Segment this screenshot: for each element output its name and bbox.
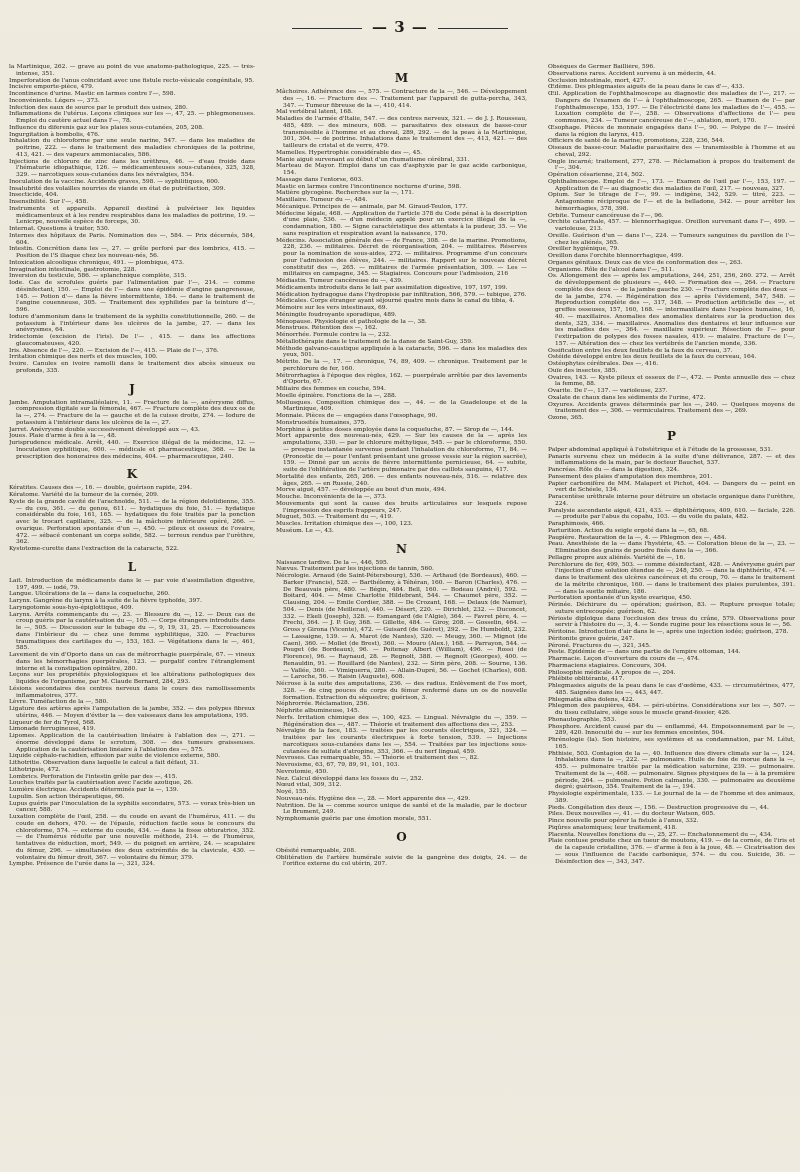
index-entry: Philosophie médicale. A propos de —, 204. [548, 669, 676, 676]
index-entry: Ligature des artères après l'amputation de la jambe, 352. — des polypes fibreux utérins, 446. — Moyen d'éviter la — des vaisseaux dans les amputations, 195. [9, 706, 255, 719]
index-entry: Phlegmatia alba dolens, 422. [548, 696, 635, 703]
index-entry: Pieds. Congélation des deux —, 156. — Destruction progressive du —, 44. [548, 804, 769, 811]
index-entry: Pellagre propre aux aliénés. Variété de —, 16. [548, 554, 686, 561]
index-entry: Liqueur de fer du Tyrol, 568. [9, 719, 96, 726]
index-entry: Oiseaux de basse-cour. Maladie parasitaire des — transmissible à l'homme et au cheval, 292. [548, 145, 795, 158]
index-entry: Muscles. Irritation chimique des —, 100, 123. [276, 521, 413, 527]
index-entry: Physiologie expérimentale, 133. — Le journal de la — de l'homme et des animaux, 389. [548, 791, 795, 804]
index-entry: Mémoire sur les vers intestinaux, 69. [276, 305, 388, 311]
index-entry: Oreiller hygiénique, 79. [548, 246, 620, 253]
index-entry: Piles. Deux nouvelles —, 41. — du docteur Watson, 605. [548, 811, 715, 818]
index-entry: Insensibilité. Sur l'—, 458. [9, 199, 89, 205]
index-entry: Mamelles. Hypertrophie considérable des —, 45. [276, 149, 423, 156]
index-entry: Périoste diploïque dans l'occlusion des trous du crâne, 579. Observations pour servir à l'histoire du —, 3, 4. — Sonde rugine pour les résections sous le —, 56. [548, 615, 795, 629]
index-entry: Incisive emporte-pièce, 479. [9, 84, 94, 91]
column-3 [548, 64, 795, 1164]
index-entry: Iode. Cas de scrofules guéris par l'alimentation par l'—, 214. — comme désinfectant, 150. — Emploi de l'— dans une épidémie d'angine gangreneuse, 145. — Potion d'— dans la fièvre intermittente, 184. — dans le traitement de l'angine couenneuse, 305. — Traitement des syphilides par la teinture d'—, 596. [9, 280, 255, 313]
index-entry: Occlusion intestinale, mort, 427. [548, 77, 646, 84]
section-letter: N [396, 541, 407, 556]
index-entry: Matière glycogène. Recherches sur la —, 171. [276, 190, 414, 197]
index-entry: Lésions secondaires des centres nerveux dans le cours des ramollissements inflammatoires, 377. [9, 685, 255, 699]
index-entry: Langue. Ulcérations de la — dans la coqueluche, 260. [9, 591, 170, 598]
index-entry: Infection des eaux de source par le produit des usines, 280. [9, 104, 188, 111]
index-entry: Médication hydragogue dans l'hydropisie par infiltration, 566, 579. — tubique, 276. [276, 291, 527, 298]
index-entry: Péroné. Fractures du —, 321, 345. [548, 642, 651, 649]
index-entry: Os. Allongement des — après les amputations, 244, 251, 256, 260. 272. — Arrêt de développement de plusieurs —, 440. — Formation des —, 264. — Fracture complète des deux — de la jambe gauche 230. — Fracture complète des deux — de la jambe, 274. — Régénération des — après l'évidement, 547, 548. — Reproduction complète des —, 317, 348. — Production artificielle des —, et greffes osseuses, 157, 160, 168. — intermaxillaire dans l'espèce humaine, 16, 40. — maxillaires. Anomalies des anomalies dentaires sur la production des dents, 325, 334. — maxillaires. Anomalies des dentaires et leur influence sur les maladies des —, 364. — maxillaire supérieur. Résection de l'— pour l'extirpation de polypes des fosses nasales, 419. — malaire. Fracture de l'—, 157. — Altération des — chez les vertébrés de l'ancien monde, 336. [548, 273, 795, 347]
index-entry: Pharmacie. Leçon d'ouverture du cours de —, 474. [548, 656, 700, 662]
index-entry: Nécrologie. Arnaud (de Saint-Pétersbourg), 536. — Arthaud (de Bordeaux), 460. — Barker (Francis), 528. — Barthélemy, à Téhéran, 160. — Baron (Charles), 476. — De Beauvais père, 480. — Bégin, 484. Bell, 160. — Bodeau (André), 592. — Boitard, 404. — Mme Charlotte Hildebrant, 544. — Chaumet père, 352. — Clausing, 204. — Emile Cordier, 388. — De Crozant, 168. — Delaux (de Namur), 504. — Denis (de Meilleras), 440. — Désert, 220. — Dirichlet, 232. — Duconcet, 332. — Ekeli (Joseph), 328. — Esmangard (de l'Algie), 364. — Favret père, 4. — Frechi, 364. — J. P. Guy, 368. — Gillette, 484. — Giroy, 208. — Gosselin, 464. — Gross y Girona (Vicente), 472. — Guisard (de Guéret), 292. — De Humboldt, 232. — Lassaigne, 139. — A. Marot (de Nantes), 320. — Meugy, 360. — Mignot (de Caen), 360. — Mollet (de Brest), 360. — Mouro (Alex.), 168. — Parrayon, 544. — Pouget (de Bordeaux), 96. — Poitenay Albert (William), 496. — Rossi (de Florence), 96. — Raynaud, 28. — Regnolt, 388. — Regnolt (Georges), 400. — Renauldin, 91. — Rouillard (de Nantes), 232. — Sirin père, 208. — Sourne, 136. — Vallée, 360. — Vimiquerra, 280. — Allain-Dupré, 56. — Gochet (Charles), 608. — Laroche, 56. — Raisin (Auguste), 608. [276, 573, 527, 681]
index-entry: Irritation chimique des nerfs et des muscles, 100. [9, 354, 158, 361]
index-entry: Œdème. Des phlegmasies aiguës de la peau dans le cas d'—, 433. [548, 84, 745, 91]
index-entry: Lait. Introduction de médicaments dans le — par voie d'assimilation digestive, 197, 499. — iodé, 79. [9, 577, 255, 591]
index-entry: Néphrorrée. Réclamation, 256. [276, 701, 370, 708]
index-entry: Ovaires, 143. — Kyste pileux et osseux de l'—, 472. — Ponte annuelle des — chez la femme, 88. [548, 374, 795, 388]
index-entry: Périnée. Déchirure du — opération; guérison, 83. — Rupture presque totale; suture entrecoupée; guérison, 62. [548, 602, 795, 615]
index-entry: Imperforation de l'anus coïncidant avec une fistule recto-vésicale congénitale, 95. [9, 77, 255, 84]
index-entry: Kératome. Variété de la tumeur de la cornée, 209. [9, 492, 159, 498]
index-entry: Phonautographie, 553. [548, 716, 617, 723]
index-entry: Mort apparente des nouveau-nés, 429. — Sur les causes de la — après les amputations, 330. — par le chlorure méthylique, 545. — par le chloroforme, 550. — presque instantanée survenue pendant l'inhalation du chloroforme, 71, 84. — (Pronostic de — pour l'enfant présentant une grosse vessie sur la région sacrée), 159. — Dinné par un accès de fièvre intermittente pernicieuse, 64. — subite, suite de l'oblitération de l'artère pulmonaire par des caillots sanguins, 417. [276, 433, 527, 473]
index-entry: Lombrics. Perforation de l'intestin grêle par des —, 415. [9, 773, 178, 780]
index-entry: Pancréas. Rôle du — dans la digestion, 324. [548, 467, 679, 473]
index-entry: Internes des hôpitaux de Paris. Nomination des —, 584. — Prix décernés, 584, 604. [9, 232, 255, 246]
section-letter: O [396, 829, 407, 844]
index-entry: Insalubrité des volailles nourries de viande en état de putréfaction, 309. [9, 185, 226, 192]
index-entry: Larynx. Arrêts commençants du —, 23. — Blessure du —, 12. — Deux cas de croup guéris par la cautérisation du —, 105. — Corps étrangers introduits dans le —, 505. — Discussion sur le tubage du —, 9, 19, 31, 25. — Excroissances dans l'intérieur du — chez une femme syphilitique, 320. — Fractures traumatiques des cartilages du —, 153, 163. — Végétations dans le —, 461, 585. [9, 611, 255, 652]
index-entry: Médicales. Corps étranger ayant séjourné quatre mois dans le canal du tibia, 4. [276, 298, 515, 305]
index-entry: Insecticide, 404. [9, 192, 59, 199]
index-entry: Obsèques de Germer Baillière, 596. [548, 64, 655, 70]
index-entry: Jambe. Amputation intramalléolaire, 11. — Fracture de la —, anévrysme diffus, compression digitale sur la fémorale, 467. — Fracture complète des deux os de la —, 274. — Fracture de la — gauche et de la cuisse droite, 274. — Iodure de potassium à l'intérieur dans les ulcères de la —, 27. [9, 399, 255, 426]
index-entry: Phosphore. Accident causé par du — enflammé, 44. Empoisonnement par le —, 289, 420. Innocuité du — sur les femmes enceintes, 504. [548, 723, 795, 737]
index-entry: Médicaments introduits dans le lait par assimilation digestive, 197, 197, 199. [276, 284, 508, 291]
index-entry: Mastic en larmes contre l'incontinence nocturne d'urine, 598. [276, 183, 462, 190]
index-entry: Péritoine. Introduction d'air dans le —, après une injection iodée; guérison, 278. [548, 629, 789, 635]
index-entry: Louches traités par la cautérisation avec l'acide azotique, 26. [9, 780, 193, 787]
index-entry: Pharmaciens stagiaires. Concours, 304. [548, 662, 667, 669]
index-entry: Jurisprudence médicale. Arrêt, 440. — Exercice illégal de la médecine, 12. — Inoculation syphilitique, 600. — médicale et pharmaceutique, 368. — De la prescription des honoraires des médecins, 404. — pharmaceutique, 240. [9, 440, 255, 460]
index-entry: Miliaire des femmes en couche, 594. [276, 386, 386, 392]
index-entry: Liquide céphalo-rachidien, effusion par suite de violence externe, 580. [9, 753, 220, 760]
index-entry: Phrénologie (la). Son histoire, ses systèmes et sa condamnation, par M. Lélut, 165. [548, 737, 795, 750]
index-entry: Monnaie. Pièces de — engagées dans l'œsophage, 90. [276, 413, 438, 419]
index-entry: Œsophage. Pièces de monnaie engagées dans l'—, 90. — Polype de l'— inséré dans la région du larynx, 415. [548, 124, 795, 138]
index-entry: Mortalité des enfants, 265, 266. — des enfants nouveau-nés, 516. — relative des âges, 265. — en Russie, 240. [276, 473, 527, 487]
index-entry: la Martinique, 262. — grave au point de vue anatomo-pathologique, 225. — très-intense, 351. [9, 64, 255, 77]
index-entry: Inconvénients. Légers —, 373. [9, 97, 100, 104]
index-entry: Parturition. Action du seigle ergoté dans la —, 65, 68. [548, 527, 709, 534]
index-entry: Jarret. Anévrysme double successivement développé aux —, 43. [9, 426, 200, 433]
index-entry: Médecine légale, 468. — Application de l'article 378 du Code pénal à la description d'une plaie, 536. — d'un médecin appelé pour un exercice illégal de la —, condamnation, 180. — Signe caractéristique des attentats à la pudeur, 35. — Vie sans respiration et respiration avant la naissance, 170. [276, 210, 527, 237]
index-entry: Phlegmon des paupières, 484. — péri-utérins. Considérations sur les —, 507. — du tissu cellulaire, siège sous le muscle grand-fessier, 426. [548, 703, 795, 716]
index-entry: Obésité remarquable, 208. [276, 847, 357, 854]
index-entry: Ingurgitation à bombolis, 476. [9, 131, 100, 138]
index-entry: Ménorrhée. Formule contre la —, 232. [276, 332, 391, 338]
index-entry: Perforation spontanée d'un kyste ovarique, 450. [548, 595, 692, 602]
index-entry: Laryngotomie sous-hyo-épiglottique, 409. [9, 604, 134, 611]
index-entry: Morve aiguë, 457. — développée au bout d'un mois, 494. [276, 487, 447, 494]
index-entry: Ostéophytes cérébrales. Des —, 416. [548, 361, 659, 367]
index-entry: Ivoire. Canules en ivoire ramolli dans le traitement des abcès sinueux ou profonds, 335. [9, 361, 255, 374]
index-entry: Menstrues. Rétention des —, 162. [276, 325, 378, 332]
index-entry: Paracentèse urèthrale interne pour détruire un obstacle organique dans l'urèthre, 224. [548, 494, 795, 507]
index-entry: Méthode galvano-caustique appliquée à la cataracte, 596. — dans les maladies des yeux, 501. [276, 345, 527, 359]
index-entry: Kyste de la grande cavité de l'arachnoïde, 511. — de la région delotidienne, 355. — du cou, 361. — du genou, 611. — hydatiques du foie, 51. — hydatique considérable du foie, 161, 165. — hydatiques du foie traités par la ponction avec le trocart capillaire, 325. — de la mâchoire inférieure opéré, 266. — ovarique. Perforation spontanée d'un —, 450. — pileux et osseux de l'ovaire, 472. — sébacé contenant un corps solide, 582. — terreux rendus par l'urèthre, 362. [9, 498, 255, 546]
index-entry: Ongle incarné; traitement, 277, 278. — Réclamation à propos du traitement de l'—, 304. [548, 158, 795, 172]
index-entry: Plaie contuse produite chez un tueur de moutons, 419. — de la cornée, de l'iris et de la capsule cristalline, 376. — d'arme à feu à la joue, 48. — Cicatrisation des — sous l'influence de l'acide carbonique, 574. — du cou. Suicide, 36. — Désinfection des —, 343, 347. [548, 838, 795, 865]
index-entry: Nouveau-nés. Hygiène des —, 28. — Mort apparente des —, 429. [276, 795, 471, 802]
index-entry: Péritonite grave guérie, 247. [548, 635, 635, 642]
index-entry: Néphrite albumineuse, 145. [276, 708, 360, 714]
index-entry: Opération césarienne, 214, 502. [548, 172, 645, 178]
index-entry: Organes génitaux. Deux cas de vice de conformation des —, 263. [548, 259, 743, 266]
index-entry: Nœud vital, 309, 312. [276, 782, 342, 789]
index-entry: Joues. Plaie d'arme à feu à la —, 48. [9, 433, 117, 440]
column-1 [9, 64, 255, 1164]
index-entry: Mécanique. Principes de — animale, par M. Giraud-Teulon, 177. [276, 203, 468, 210]
index-entry: Oxalate de chaux dans les sédiments de l'urine, 472. [548, 394, 706, 401]
page-number: — 3 — [0, 18, 800, 36]
index-entry: Oblitération de l'artère humérale suivie de la gangrène des doigts, 24. — de l'orifice externe du col utérin, 207. [276, 854, 527, 868]
index-entry: Intoxication alcoolique chronique, 491. — plombique, 473. [9, 259, 185, 266]
index-entry: Inversion du testicule, 586. — splanchnique complète, 315. [9, 273, 187, 280]
index-entry: Lupulin. Son action thérapeutique, 66. [9, 793, 125, 800]
index-entry: Oreillon dans l'orchite blennorrhagique, 499. [548, 253, 684, 259]
index-entry: Lumière électrique. Accidents déterminés par la —, 139. [9, 787, 179, 793]
index-entry: Oxyures. Accidents graves déterminés par les —, 240. — Quelques moyens de traitement des —, 306. — vermiculaires. Traitement des —, 269. [548, 401, 795, 415]
index-entry: Nez. Calcul développé dans les fosses du —, 252. [276, 775, 424, 782]
index-entry: Paupière. Restauration de la —, 4. — Phlegmon des —, 484. [548, 534, 727, 541]
index-entry: Placenta. Nouvelles fonctions du —, 25, 27. — Enchatonnement du —, 434. [548, 831, 773, 838]
index-entry: Monstruosités humaines, 375. [276, 419, 367, 426]
index-entry: Métrorrhagies à l'époque des règles, 162. — puerpérale arrêtée par des lavements d'Oporto, 67. [276, 372, 527, 386]
index-entry: Nutrition. De la — comme source unique de santé et de la maladie, par le docteur Le Brument, 249. [276, 802, 527, 816]
index-entry: Nevroses. Cas remarquable, 55. — Théorie et traitement des —, 82. [276, 755, 479, 762]
index-entry: Manie aiguë survenant au début d'un rhumatisme cérébral, 331. [276, 156, 470, 163]
index-entry: Instruments et appareils. Appareil destiné à pulvériser les liquides médicamenteux et à les rendre respirables dans les maladies de poitrine, 19. — Lenicrpe, nouvelle espèce de forceps, 30. [9, 205, 255, 226]
index-entry: Ossification entre les deux feuillets de la faux du cerveau, 37. [548, 347, 733, 354]
index-entry: Mouvements qui sont la cause des bruits articulaires sur lesquels repose l'impression des esprits frappeurs, 247. [276, 500, 527, 514]
index-entry: Palper abdominal appliqué à l'obstétrique et à l'étude de la grossesse, 531. [548, 446, 773, 453]
index-entry: Lipomes. Application de la cautérisation linéaire à l'ablation des —, 271. — énorme développé dans le scrotum, 308. — des tumeurs graisseuses. Application de la cautérisation linéaire à l'ablation des —, 575. [9, 733, 255, 753]
index-entry: Pansement des plaies d'amputation des membres, 201. [548, 473, 713, 480]
index-entry: Lupus guéris par l'inoculation de la syphilis secondaire, 573. — vorax très-bien un cancer, 588. [9, 800, 255, 814]
index-entry: Kystotome-curette dans l'extraction de la cataracte, 522. [9, 546, 179, 552]
index-entry: Métallothérapie dans le traitement de la danse de Saint-Guy, 359. [276, 338, 473, 345]
index-entry: Nécrose à la suite des amputations, 236. — des radius. Enlèvement de l'os mort, 328. — de cinq pouces du corps du fémur renfermé dans un os de nouvelle formation. Extraction du séquestre; guérison, 3. [276, 681, 527, 701]
index-entry: Maxillaire. Tumeur du —, 484. [276, 197, 368, 203]
index-entry: Opium. Sur le titrage de l'—, 99. — indigène, 342, 529. — titré, 223. — Antagonisme réciproque de l'— et de la belladone, 342. — pour arrêter les hémorrhagies, 378, 398. [548, 192, 795, 212]
index-entry: Muséum. Le —, 43. [276, 527, 334, 534]
index-entry: Observations rares. Accident survenu à un médecin, 44. [548, 70, 716, 77]
index-entry: Influence du diferenis gaz sur les plaies sous-cutanées, 205, 208. [9, 124, 204, 131]
index-entry: Kératites. Causes des —, 16. — double, guérison rapide, 294. [9, 485, 193, 492]
index-entry: Iris. Absence de l'—, 220. — Excision de l'—, 415. — Plaie de l'—, 376. [9, 347, 219, 354]
index-entry: Iodure d'ammonium dans le traitement de la syphilis constitutionnelle, 260. — de potassium à l'intérieur dans les ulcères de la jambe, 27. — dans les anévrysmes, 64. [9, 313, 255, 334]
section-letter: J [129, 381, 135, 396]
index-entry: Limonade ferrugineuse, 419. [9, 726, 96, 733]
index-entry: Perchlorure de fer, 499, 503. — comme désinfectant, 428. — Anévrysme guéri par l'injection d'une solution étendue de —, 248, 250. — dans la diphthérite, 474. — dans le traitement des ulcères cancéreux et du croup, 70. — dans le traitement de la métrite chronique, 160. — dans le traitement des plaies purulentes, 391. — dans la suette miliaire, 186. [548, 561, 795, 595]
section-letter: M [394, 71, 409, 85]
index-entry: Morphine à petites doses employée dans la coqueluche, 87. — Sirop de —, 144. [276, 426, 514, 433]
index-entry: Papier carbonifère de MM. Malapert et Pichot, 404. — Dangers du — peint en vert de Schéele, 134. [548, 480, 795, 494]
index-entry: Ozone, 365. [548, 415, 584, 421]
index-entry: Lithotritie. Observation dans laquelle le calcul a fait défaut, 31. [9, 760, 200, 766]
index-entry: Ostéide développé entre les deux feuillets de la faux du cerveau, 164. [548, 354, 757, 361]
index-entry: Ménopause. Physiologie et pathologie de la —, 38. [276, 318, 427, 325]
index-entry: Lymphe. Présence de l'urée dans la —, 321, 324. [9, 861, 155, 868]
index-entry: Internat. Questions à traiter, 530. [9, 226, 110, 232]
index-entry: Organisme. Rôle de l'alcool dans l'—, 511. [548, 266, 675, 273]
index-entry: Œil. Application de l'ophthalmoscope au diagnostic des maladies de l'—, 217. — Dangers de l'examen de l'— à l'ophthalmoscope, 265. — Examen de l'— par l'ophthalmoscope, 153, 197. — De l'électricité dans les maladies de l'—, 455. — Luxation complète de l'—, 258. — Observations d'affections de l'— peu communes, 234. — Tumeur cancéreuse de l'—, ablation, mort, 170. [548, 91, 795, 124]
index-entry: Peste. Epidémie de — dans une partie de l'empire ottoman, 144. [548, 649, 741, 656]
index-entry: Ovarite. De l'—, 137. — varioleuse, 237. [548, 388, 668, 394]
index-entry: Massage dans l'entorse, 603. [276, 176, 364, 183]
index-entry: Métrite. De la —, 17. — chronique, 74, 89, 409. — chronique. Traitement par le perchlorure de fer, 160. [276, 359, 527, 372]
index-entry: Piqûres anatomiques; leur traitement, 418. [548, 824, 678, 831]
index-entry: Mouche. Inconvénients de la —, 373. [276, 494, 387, 500]
index-entry: Intestin. Concrétion dans les —, 27. — grêle perforé par des lombrics, 415. — Position de l'S iliaque chez les nouveau-nés, 56. [9, 246, 255, 259]
index-entry: Orbite. Tumeur cancéreuse de l'—, 96. [548, 212, 664, 219]
index-entry: Ouïe des insectes, 385. [548, 367, 618, 374]
index-entry: Phlegmasies aiguës de la peau dans le cas d'œdème, 433. — circumutérines, 477, 485. Saignées dans les —, 443, 447. [548, 683, 795, 696]
index-entry: Nevrotomie, 450. [276, 768, 329, 775]
index-entry: Lèvre. Tuméfaction de la —, 580. [9, 699, 109, 706]
section-letter: L [127, 559, 137, 574]
index-entry: Oreille. Guérison d'un — dans l'—, 224. — Tumeurs sanguines du pavillon de l'— chez les aliénés, 365. [548, 232, 795, 246]
index-entry: Maladies de l'armée d'Italie, 547. — des centres nerveux, 321. — de J. J. Rousseau, 485, 489. — des mineurs, 608. — parasitaires des oiseaux de basse-cour transmissible à l'homme et au cheval, 289, 292. — de la peau à la Martinique, 301, 304. — de poitrine. Inhalations dans le traitement des —, 413, 421. — des tailleurs de cristal et de verre, 479. [276, 116, 527, 149]
index-entry: Nevrosisme, 63, 67, 79, 89, 91, 101, 103. [276, 762, 400, 768]
index-entry: Névralgie de la face, 183. — traitées par les courants électriques, 321, 324. — traitées par les courants électriques à forte tension, 539. — Injections narcotiques sous-cutanées dans les —, 554. — Traitées par les injections sous-cutanées de sulfate d'atropine, 353, 366. — du nerf lingual, 459. [276, 728, 527, 755]
index-entry: Noyé, 155. [276, 789, 309, 795]
index-entry: Paraphimosis, 466. [548, 521, 605, 527]
index-entry: Mâchoires. Adhérence des —, 575. — Contracture de la —, 546. — Développement des —, 16. — Fracture des —. Traitement par l'appareil de gutta-percha, 343, 347. — Tumeur fibreuse de la —, 410, 414. [276, 89, 527, 109]
index-entry: Injections de chlorure de zinc dans les urèthres, 46. — d'eau froide dans l'hématurie idiopathique, 126. — médicamenteuses sous-cutanées, 325, 328, 329. — narcotiques sous-cutanées dans les névralgies, 554. [9, 158, 255, 178]
index-entry: Leçons sur les propriétés physiologiques et les altérations pathologiques des liquides de l'organisme, par M. Claude Bernard, 284, 293. [9, 672, 255, 685]
index-entry: Nerfs. Irritation chimique des —, 100, 423. — Lingual. Névralgie du —, 359. — Régénération des —, 487. — Théorie et traitement des affections des —, 253. [276, 714, 527, 728]
index-entry: Officiers de santé de la marine; promotions, 228, 236, 544. [548, 138, 725, 145]
index-entry: Phthisie, 503. Contagion de la —, 40. Influence des divers climats sur la —, 124. Inhalations dans la —, 222. — pulmonaire. Huile de foie de morue dans la —, 455. — pulmonaire traitée par la médication saturnine, 239. — pulmonaire. Traitement de la —, 468. — pulmonaire. Signes physiques de la — à la première période, 264. — pulmonaire. Potion calmante, 330. — pulmonaire au deuxième degré; guérison, 354. Traitement de la —, 194. [548, 750, 795, 791]
index-entry: Incontinence d'urine. Mastic en larmes contre l'—, 598. [9, 91, 176, 97]
index-entry: Médiastin. Tumeur cancéreuse du —, 439. [276, 278, 403, 284]
index-entry: Moelle épinière. Fonctions de la —, 288. [276, 392, 397, 399]
column-2 [276, 64, 527, 1164]
index-entry: Phlébite oblitérante, 417. [548, 676, 625, 683]
index-entry: Luxation complète de l'œil, 258. — du coude en avant de l'humérus, 411. — du coude en dehors, 470. — de l'épaule, réduction facile sous le concours du chloroforme, 574. — externe du coude, 434. — dans la fosse obturatrice, 352. — de l'humérus réduite par une nouvelle méthode, 214. — de l'humérus, tentatives de réduction, mort, 549. — du poignet en arrière, 24. — scapulaire du fémur, 296. — simultanées des deux extrémités de la clavicule, 430. — volontaire du fémur droit, 367. — volontaire du fémur, 379. [9, 814, 255, 861]
index-entry: Iridectomie (excision de l'iris). De l'— , 415. — dans les affections glaucomateuses, 420. [9, 334, 255, 347]
index-entry: Pince nouvelle pour opérer la fistule à l'anus, 332. [548, 818, 699, 824]
index-entry: Panaris survenu chez un médecin à la suite d'une délivrance, 287. — et des inflammations de la main, par le docteur Bauchet, 537. [548, 453, 795, 467]
index-entry: Inoculation de la vaccine. Accidents graves, 598. — syphilitiques, 600. [9, 178, 220, 185]
index-entry: Naissance tardive. De la —, 446, 595. [276, 559, 389, 566]
index-entry: Mollusques. Composition chimique des —, 44. — de la Guadeloupe et de la Martinique, 409. [276, 399, 527, 413]
section-letter: K [126, 467, 138, 482]
index-entry: Lavement de vin d'Oporto dans un cas de métrorrhagie puerpérale, 67. — vineux dans les hémorrhagies puerpérales, 123. — purgatif contre l'étranglement interne et la constipation opiniâtre, 280. [9, 652, 255, 672]
index-entry: Paralysie ascendante aiguë, 421, 433. — diphthériques, 409, 610. — faciale, 226. — produite par l'abus du copahu, 103. — du voile du palais, 482. [548, 507, 795, 521]
index-entry: Méningite foudroyante sporadique, 489. [276, 311, 397, 318]
index-entry: Marteau de Mayor. Emploi dans un cas d'asphyxie par le gaz acide carbonique, 154. [276, 163, 527, 176]
index-entry: Muguet, 503. — Traitement du —, 419. [276, 514, 394, 521]
index-entry: Ophthalmoscope. Emploi de l'—, 173. — Examen de l'œil par l'—, 153, 197. — Application de l'— au diagnostic des maladies de l'œil, 217. — nouveau, 327. [548, 178, 795, 192]
index-entry: Inhalation du chloroforme par une seule narine, 547. — dans les maladies de poitrine, 222. — dans le traitement des maladies chroniques de la poitrine, 413, 421. — des vapeurs ammoniacales, 586. [9, 138, 255, 158]
index-entry: Nævus. Traitement par les injections de tannin, 560. [276, 566, 434, 573]
index-entry: Inflammations de l'utérus. Leçons cliniques sur les —, 47, 25. — phlegmoneuses. Emploi du cautère actuel dans l'—, 78. [9, 111, 255, 124]
index-entry: Larynx. Gangrène du larynx à la suite de la fièvre typhoïde, 397. [9, 598, 202, 604]
index-entry: Médecins. Association générale des — de France, 308. — de la marine. Promotions, 228, 236. — militaires. Décret de réorganisation, 204. — militaires. Réserves pour la nomination de sous-aides, 272. — militaires. Programme d'un concours pour l'admission des élèves, 244. — militaires. Rapport sur le nouveau décret constitutif des —, 265. — militaires de l'armée présentation, 309. — Les — militaires en campagne, 345. — Stagiaires. Concours pour l'admission, 216 [276, 237, 527, 278]
index-entry: Orchite catarrhale, 457. — blennorrhagique. Oreillon survenant dans l'—, 499. — varioleuse, 213. [548, 219, 795, 232]
index-entry: Peau. Anesthésie de la — dans l'hystérie, 45. — Coloration bleue de la —, 23. — Elimination des grains de poudre fixés dans la —, 366. [548, 541, 795, 554]
index-entry: Mal vertébral latent, 168. [276, 109, 353, 116]
section-letter: P [666, 428, 677, 443]
index-entry: Invagination intestinale, gastrotomie, 228. [9, 266, 137, 273]
index-entry: Nymphomanie guérie par une émotion morale, 551. [276, 816, 432, 822]
index-entry: Lithotripsie, 472. [9, 766, 61, 773]
